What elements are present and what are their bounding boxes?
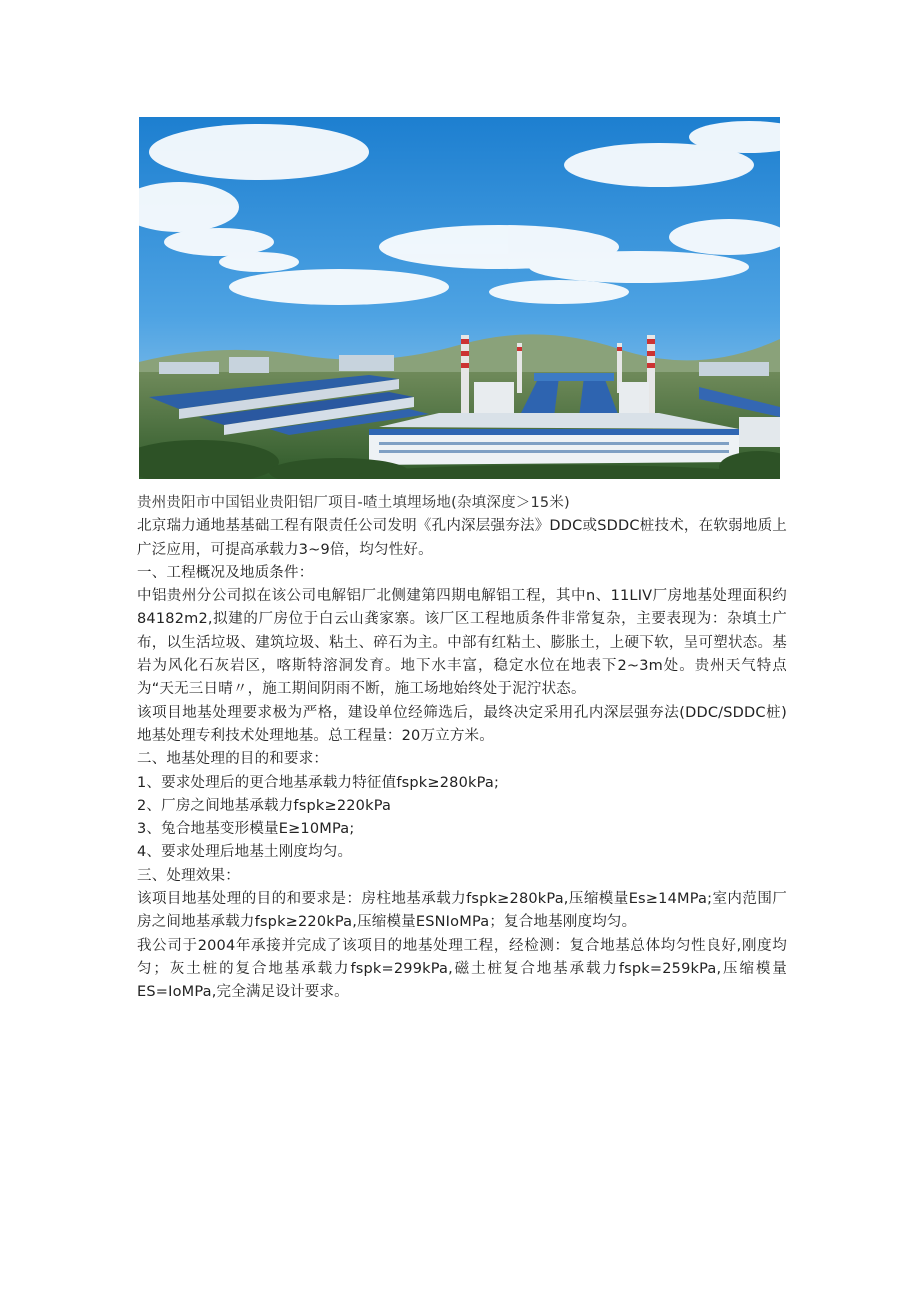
requirement-item-3: 3、兔合地基变形模量E≥10MPa; [137, 821, 355, 838]
section-3-paragraph-1: 该项目地基处理的目的和要求是：房柱地基承载力fspk≥280kPa,压缩模量Es≥14MPa;室内范围厂房之间地基承载力fspk≥220kPa,压缩模量ESNIoMPa；复合地基刚度均匀。 [137, 891, 787, 931]
article-body [137, 492, 787, 1005]
intro-paragraph: 北京瑞力通地基基础工程有限责任公司发明《孔内深层强夯法》DDC或SDDC桩技术，在软弱地质上广泛应用，可提高承载力3~9倍，均匀性好。 [137, 518, 787, 558]
photo-caption: 贵州贵阳市中国铝业贵阳铝厂项目-喳土填埋场地(杂填深度＞15米) [137, 495, 570, 511]
section-1-paragraph-2: 该项目地基处理要求极为严格，建设单位经筛选后，最终决定采用孔内深层强夯法(DDC/SDDC桩)地基处理专利技术处理地基。总工程量：20万立方米。 [137, 704, 787, 744]
requirement-item-1: 1、要求处理后的更合地基承载力特征值fspk≥280kPa; [137, 774, 500, 791]
requirement-item-2: 2、厂房之间地基承载力fspk≥220kPa [137, 797, 392, 814]
section-3-paragraph-2: 我公司于2004年承接并完成了该项目的地基处理工程，经检测：复合地基总体均匀性良好,刚度均匀；灰土桩的复合地基承载力fspk=299kPa,磁土桩复合地基承载力fspk=259kPa,压缩模量ES=IoMPa,完全满足设计要求。 [137, 937, 787, 1001]
section-1-heading: 一、工程概况及地质条件： [137, 564, 314, 581]
aluminum-plant-aerial-photo-icon [139, 117, 780, 479]
requirement-item-4: 4、要求处理后地基土刚度均匀。 [137, 844, 353, 861]
section-2-heading: 二、地基处理的目的和要求： [137, 751, 329, 768]
section-3-heading: 三、处理效果： [137, 867, 240, 884]
section-1-paragraph-1: 中铝贵州分公司拟在该公司电解铝厂北侧建第四期电解铝工程，其中n、11LIV厂房地基处理面积约84182m2,拟建的厂房位于白云山龚家寨。该厂区工程地质条件非常复杂，主要表现为：杂填土广布，以生活垃圾、建筑垃圾、粘土、碎石为主。中部有红粘土、膨胀土，上硬下软，呈可塑状态。基岩为风化石灰岩区，喀斯特溶洞发育。地下水丰富，稳定水位在地表下2~3m处。贵州天气特点为“天无三日晴〃，施工期间阴雨不断，施工场地始终处于泥泞状态。 [137, 588, 787, 698]
